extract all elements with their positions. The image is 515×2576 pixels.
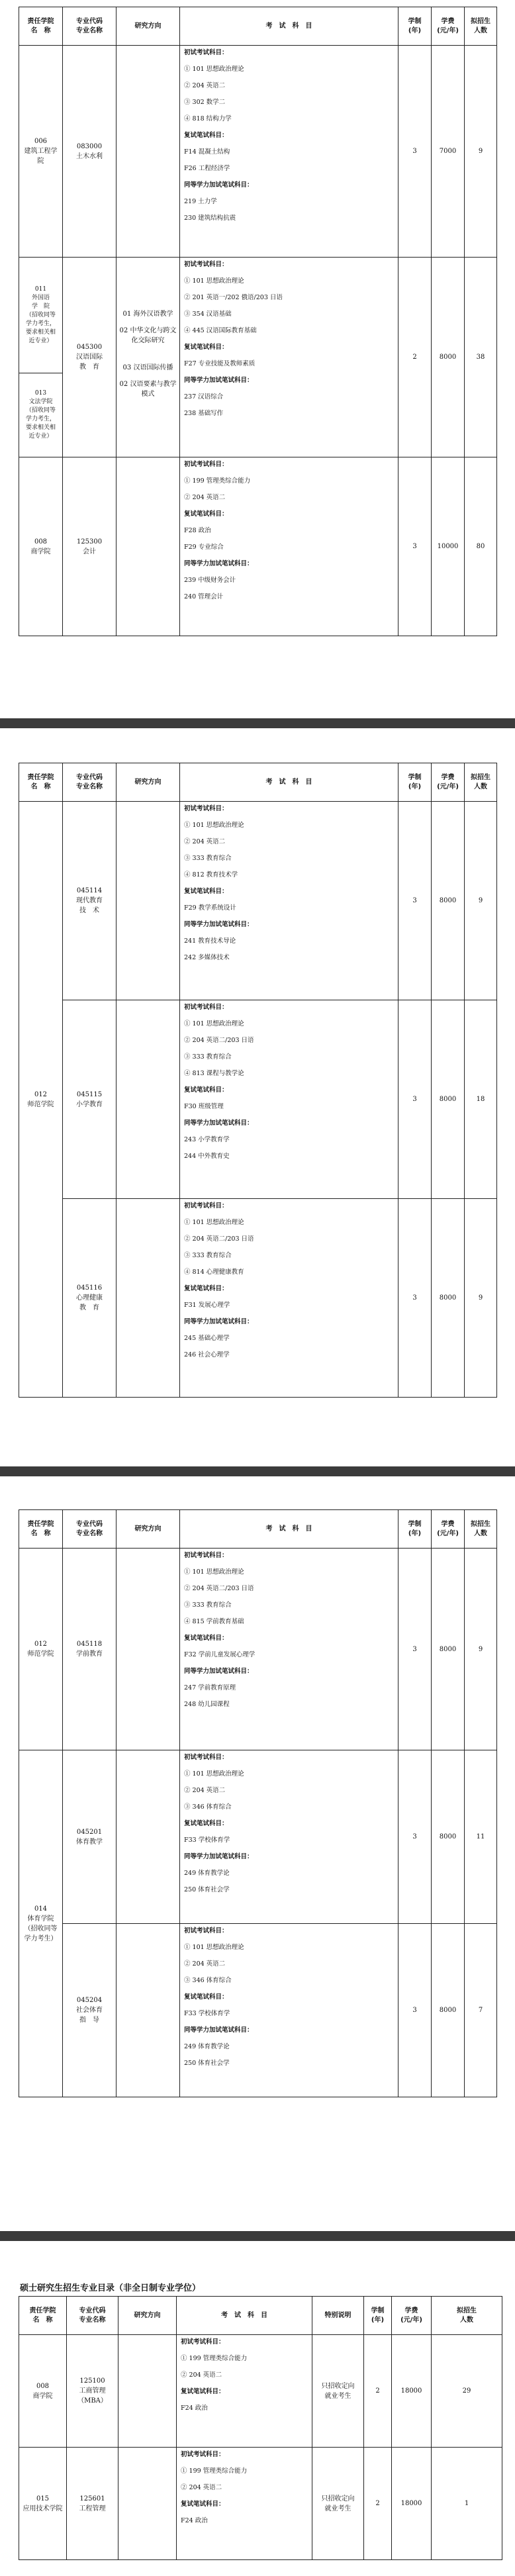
subjects-cell [180, 457, 398, 636]
subject-line: 243 小学教育学 [184, 1136, 230, 1143]
subject-line: ② 204 英语二 [184, 1960, 226, 1968]
table-row [19, 802, 497, 1000]
subject-line: 同等学力加试笔试科目： [184, 181, 254, 189]
catalog-table [19, 2296, 502, 2560]
catalog-page-3 [0, 1476, 515, 2231]
enroll-cell: 9 [465, 46, 497, 258]
subject-line: 初试考试科目： [184, 461, 228, 468]
subject-line: ④ 818 结构力学 [184, 115, 232, 122]
subject-line: ② 204 英语二 [184, 1787, 226, 1794]
subject-line: 246 社会心理学 [184, 1351, 230, 1359]
header-subjects: 考 试 科 目 [180, 1510, 398, 1549]
header-row [19, 1510, 497, 1549]
subject-line: 同等学力加试笔试科目： [184, 2027, 254, 2034]
subject-line: 242 多媒体技术 [184, 954, 230, 961]
header-subjects: 考 试 科 目 [180, 763, 398, 802]
header-fee: 学费 (元/年) [432, 763, 465, 802]
unit-cell: 011 外国语 学 院 （招收同等 学力考生， 要求相关相 近专业） [19, 258, 63, 373]
direction-cell [118, 2335, 177, 2448]
major-cell: 125100 工商管理 （MBA） [67, 2335, 118, 2448]
table-row [19, 1199, 497, 1398]
subject-line: 复试笔试科目： [181, 2501, 225, 2508]
header-fee: 学费 (元/年) [432, 7, 465, 46]
header-major: 专业代码 专业名称 [63, 7, 117, 46]
header-enroll: 拟招生 人数 [465, 1510, 497, 1549]
major-cell: 045201 体育教学 [63, 1750, 117, 1924]
catalog-page-4 [0, 2241, 515, 2576]
header-row [19, 7, 497, 46]
subject-line: ① 101 思想政治理论 [184, 1219, 244, 1226]
subject-line: ① 101 思想政治理论 [184, 822, 244, 829]
fee-cell: 8000 [432, 1549, 465, 1750]
subject-line: 241 教育技术导论 [184, 937, 236, 945]
subject-line: ② 204 英语二 [184, 838, 226, 845]
header-direction: 研究方向 [117, 7, 180, 46]
subject-line: 复试笔试科目： [184, 1086, 228, 1094]
subject-line: F30 班级管理 [184, 1103, 224, 1110]
subjects-cell [177, 2335, 312, 2448]
header-row [19, 2297, 502, 2335]
years-cell: 2 [364, 2335, 392, 2448]
subject-line: ③ 302 数学二 [184, 99, 226, 106]
subject-line: F28 政治 [184, 527, 211, 534]
direction-item: 03 汉语国际传播 [122, 363, 173, 371]
subject-line: ① 101 思想政治理论 [184, 277, 244, 285]
subject-line: F24 政治 [181, 2517, 208, 2524]
table-row [19, 1549, 497, 1750]
subject-line: ③ 354 汉语基础 [184, 310, 232, 318]
direction-cell [117, 457, 180, 636]
header-years: 学制 (年) [398, 7, 432, 46]
subject-line: F24 政治 [181, 2405, 208, 2412]
subject-line: ④ 813 课程与教学论 [184, 1070, 244, 1077]
major-cell: 045300 汉语国际 教 育 [63, 258, 117, 457]
subject-line: 初试考试科目： [184, 1927, 228, 1934]
catalog-table [19, 763, 497, 1398]
subjects-cell [180, 1199, 398, 1398]
subject-line: 初试考试科目： [184, 805, 228, 812]
subject-line: 初试考试科目： [181, 2451, 225, 2458]
header-unit: 责任学院 名 称 [19, 7, 63, 46]
subject-line: 初试考试科目： [184, 1202, 228, 1210]
subject-line: ④ 814 心理健康教育 [184, 1268, 244, 1276]
years-cell: 3 [398, 1549, 432, 1750]
subject-line: 初试考试科目： [184, 1754, 228, 1761]
page-separator [0, 2231, 515, 2241]
subject-line: ② 204 英语二 [184, 494, 226, 501]
subject-line: ④ 812 教育技术学 [184, 871, 238, 879]
enroll-cell: 18 [465, 1000, 497, 1199]
subject-line: F29 专业综合 [184, 544, 224, 551]
subject-line: 初试考试科目： [184, 49, 228, 56]
major-cell: 045118 学前教育 [63, 1549, 117, 1750]
catalog-title: 硕士研究生招生专业目录（非全日制专业学位） [20, 2283, 201, 2293]
header-direction: 研究方向 [118, 2297, 177, 2335]
unit-cell: 012 师范学院 [19, 802, 63, 1398]
direction-item: 01 海外汉语教学 [122, 310, 173, 318]
subjects-cell [180, 46, 398, 258]
subject-line: ① 101 思想政治理论 [184, 1568, 244, 1576]
subjects-cell [177, 2448, 312, 2560]
page-separator [0, 718, 515, 728]
subject-line: 248 幼儿园课程 [184, 1701, 230, 1708]
subject-line: F27 专业技能及教师素质 [184, 360, 256, 367]
unit-cell: 014 体育学院 （招收同等 学力考生） [19, 1750, 63, 2097]
table-row [19, 2448, 502, 2560]
direction-cell [117, 1000, 180, 1199]
years-cell: 3 [398, 46, 432, 258]
subject-line: F31 发展心理学 [184, 1302, 230, 1309]
subject-line: 初试考试科目： [181, 2338, 225, 2346]
header-major: 专业代码 专业名称 [67, 2297, 118, 2335]
direction-cell [117, 258, 180, 457]
header-subjects: 考 试 科 目 [180, 7, 398, 46]
subject-line: 复试笔试科目： [184, 1820, 228, 1827]
unit-cell: 006 建筑工程学 院 [19, 46, 63, 258]
subject-line: 238 基础写作 [184, 410, 224, 417]
subject-line: 230 建筑结构抗震 [184, 215, 236, 222]
header-unit: 责任学院 名 称 [19, 2297, 67, 2335]
unit-cell: 008 商学院 [19, 457, 63, 636]
subject-line: ④ 445 汉语国际教育基础 [184, 327, 257, 334]
major-cell: 083000 土木水利 [63, 46, 117, 258]
subject-line: 复试笔试科目： [184, 132, 228, 139]
major-cell: 125300 会计 [63, 457, 117, 636]
fee-cell: 8000 [432, 1750, 465, 1924]
subject-line: 同等学力加试笔试科目： [184, 921, 254, 928]
subject-line: ② 204 英语二 [184, 82, 226, 89]
header-unit: 责任学院 名 称 [19, 763, 63, 802]
subject-line: 249 体育教学论 [184, 2043, 230, 2050]
subject-line: 复试笔试科目： [184, 344, 228, 351]
page-separator [0, 1466, 515, 1476]
subject-line: 复试笔试科目： [184, 888, 228, 895]
header-years: 学制 (年) [398, 1510, 432, 1549]
subject-line: 249 体育教学论 [184, 1870, 230, 1877]
table-row [19, 1924, 497, 2097]
enroll-cell: 9 [465, 802, 497, 1000]
years-cell: 3 [398, 1924, 432, 2097]
fee-cell: 10000 [432, 457, 465, 636]
subject-line: F26 工程经济学 [184, 165, 230, 172]
subject-line: 250 体育社会学 [184, 1886, 230, 1893]
fee-cell: 7000 [432, 46, 465, 258]
years-cell: 2 [364, 2448, 392, 2560]
unit-cell: 015 应用技术学院 [19, 2448, 67, 2560]
subjects-cell [180, 1000, 398, 1199]
fee-cell: 8000 [432, 1199, 465, 1398]
years-cell: 2 [398, 258, 432, 457]
subject-line: ① 101 思想政治理论 [184, 1770, 244, 1778]
subjects-cell [180, 1549, 398, 1750]
subject-line: 同等学力加试笔试科目： [184, 1668, 254, 1675]
enroll-cell: 38 [465, 258, 497, 457]
notes-cell: 只招收定向 就业考生 [312, 2448, 364, 2560]
enroll-cell: 80 [465, 457, 497, 636]
notes-cell: 只招收定向 就业考生 [312, 2335, 364, 2448]
subject-line: ① 199 管理类综合能力 [181, 2467, 248, 2475]
direction-item: 02 汉语要素与教学模式 [119, 380, 177, 398]
subject-line: ① 101 思想政治理论 [184, 1020, 244, 1027]
subject-line: 247 学前教育原理 [184, 1684, 236, 1692]
subject-line: ① 199 管理类综合能力 [184, 477, 251, 485]
subject-line: ① 101 思想政治理论 [184, 1944, 244, 1951]
header-years: 学制 (年) [398, 763, 432, 802]
fee-cell: 8000 [432, 1000, 465, 1199]
subject-line: ② 204 英语二 [181, 2371, 222, 2379]
subject-line: ② 201 英语一/202 俄语/203 日语 [184, 294, 283, 301]
subject-line: F33 学校体育学 [184, 1837, 230, 1844]
fee-cell: 8000 [432, 1924, 465, 2097]
major-cell: 045114 现代教育 技 术 [63, 802, 117, 1000]
years-cell: 3 [398, 1750, 432, 1924]
major-cell: 045116 心理健康 教 育 [63, 1199, 117, 1398]
subject-line: 240 管理会计 [184, 593, 224, 600]
header-unit: 责任学院 名 称 [19, 1510, 63, 1549]
header-row [19, 763, 497, 802]
subject-line: 复试笔试科目： [184, 1285, 228, 1292]
subject-line: ① 199 管理类综合能力 [181, 2355, 248, 2362]
header-enroll: 拟招生 人数 [432, 2297, 502, 2335]
fee-cell: 8000 [432, 802, 465, 1000]
fee-cell: 8000 [432, 258, 465, 457]
header-direction: 研究方向 [117, 1510, 180, 1549]
table-row [19, 258, 497, 373]
header-notes: 特别说明 [312, 2297, 364, 2335]
subject-line: 同等学力加试笔试科目： [184, 1853, 254, 1860]
header-fee: 学费 (元/年) [392, 2297, 432, 2335]
table-row [19, 457, 497, 636]
subject-line: ③ 333 教育综合 [184, 1053, 232, 1061]
direction-item: 02 中华文化与跨文化交际研究 [119, 326, 177, 344]
header-enroll: 拟招生 人数 [465, 763, 497, 802]
major-cell: 045204 社会体育 指 导 [63, 1924, 117, 2097]
subject-line: 219 土力学 [184, 198, 217, 205]
subject-line: ③ 333 教育综合 [184, 855, 232, 862]
subject-line: 复试笔试科目： [184, 1635, 228, 1642]
subject-line: ③ 346 体育综合 [184, 1803, 232, 1811]
fee-cell: 18000 [392, 2335, 432, 2448]
unit-cell: 013 文法学院 （招收同等 学力考生， 要求相关相 近专业） [19, 373, 63, 457]
subject-line: 复试笔试科目： [184, 510, 228, 518]
direction-cell [117, 802, 180, 1000]
years-cell: 3 [398, 457, 432, 636]
subjects-cell [180, 1750, 398, 1924]
subject-line: ② 204 英语二/203 日语 [184, 1037, 254, 1044]
subject-line: 初试考试科目： [184, 1552, 228, 1559]
subject-line: ③ 333 教育综合 [184, 1252, 232, 1259]
table-row [19, 1000, 497, 1199]
header-enroll: 拟招生 人数 [465, 7, 497, 46]
subject-line: 复试笔试科目： [184, 1993, 228, 2001]
subject-line: 244 中外教育史 [184, 1153, 230, 1160]
header-major: 专业代码 专业名称 [63, 763, 117, 802]
subject-line: 同等学力加试笔试科目： [184, 1120, 254, 1127]
table-row [19, 2335, 502, 2448]
header-years: 学制 (年) [364, 2297, 392, 2335]
subjects-cell [180, 1924, 398, 2097]
catalog-page-2 [0, 728, 515, 1466]
table-row [19, 1750, 497, 1924]
enroll-cell: 1 [432, 2448, 502, 2560]
subject-line: 同等学力加试笔试科目： [184, 377, 254, 384]
header-major: 专业代码 专业名称 [63, 1510, 117, 1549]
enroll-cell: 11 [465, 1750, 497, 1924]
unit-cell: 008 商学院 [19, 2335, 67, 2448]
subject-line: ② 204 英语二 [181, 2484, 222, 2491]
table-row [19, 46, 497, 258]
unit-cell: 012 师范学院 [19, 1549, 63, 1750]
direction-cell [117, 1199, 180, 1398]
major-cell: 125601 工程管理 [67, 2448, 118, 2560]
subjects-cell [180, 258, 398, 457]
catalog-table [19, 1509, 497, 2097]
direction-cell [117, 1924, 180, 2097]
subject-line: ③ 333 教育综合 [184, 1601, 232, 1609]
subject-line: 237 汉语综合 [184, 393, 224, 401]
enroll-cell: 29 [432, 2335, 502, 2448]
direction-cell [117, 1549, 180, 1750]
header-subjects: 考 试 科 目 [177, 2297, 312, 2335]
subject-line: 复试笔试科目： [181, 2388, 225, 2395]
direction-cell [118, 2448, 177, 2560]
header-fee: 学费 (元/年) [432, 1510, 465, 1549]
major-cell: 045115 小学教育 [63, 1000, 117, 1199]
enroll-cell: 9 [465, 1549, 497, 1750]
enroll-cell: 9 [465, 1199, 497, 1398]
subject-line: ② 204 英语二/203 日语 [184, 1235, 254, 1243]
enroll-cell: 7 [465, 1924, 497, 2097]
catalog-page-1 [0, 0, 515, 718]
years-cell: 3 [398, 802, 432, 1000]
header-direction: 研究方向 [117, 763, 180, 802]
direction-cell [117, 1750, 180, 1924]
subject-line: 初试考试科目： [184, 261, 228, 268]
catalog-table [19, 7, 497, 636]
subject-line: F29 教学系统设计 [184, 904, 236, 912]
subject-line: 245 基础心理学 [184, 1335, 230, 1342]
subject-line: 250 体育社会学 [184, 2060, 230, 2067]
direction-cell [117, 46, 180, 258]
fee-cell: 18000 [392, 2448, 432, 2560]
years-cell: 3 [398, 1000, 432, 1199]
subject-line: ② 204 英语二/203 日语 [184, 1585, 254, 1592]
subject-line: 239 中级财务会计 [184, 577, 236, 584]
subject-line: 初试考试科目： [184, 1004, 228, 1011]
subjects-cell [180, 802, 398, 1000]
subject-line: ④ 815 学前教育基础 [184, 1618, 244, 1625]
subject-line: ① 101 思想政治理论 [184, 66, 244, 73]
years-cell: 3 [398, 1199, 432, 1398]
subject-line: F32 学前儿童发展心理学 [184, 1651, 256, 1658]
subject-line: 同等学力加试笔试科目： [184, 560, 254, 567]
subject-line: 同等学力加试笔试科目： [184, 1318, 254, 1325]
subject-line: F33 学校体育学 [184, 2010, 230, 2017]
subject-line: ③ 346 体育综合 [184, 1977, 232, 1984]
subject-line: F14 混凝土结构 [184, 148, 230, 156]
